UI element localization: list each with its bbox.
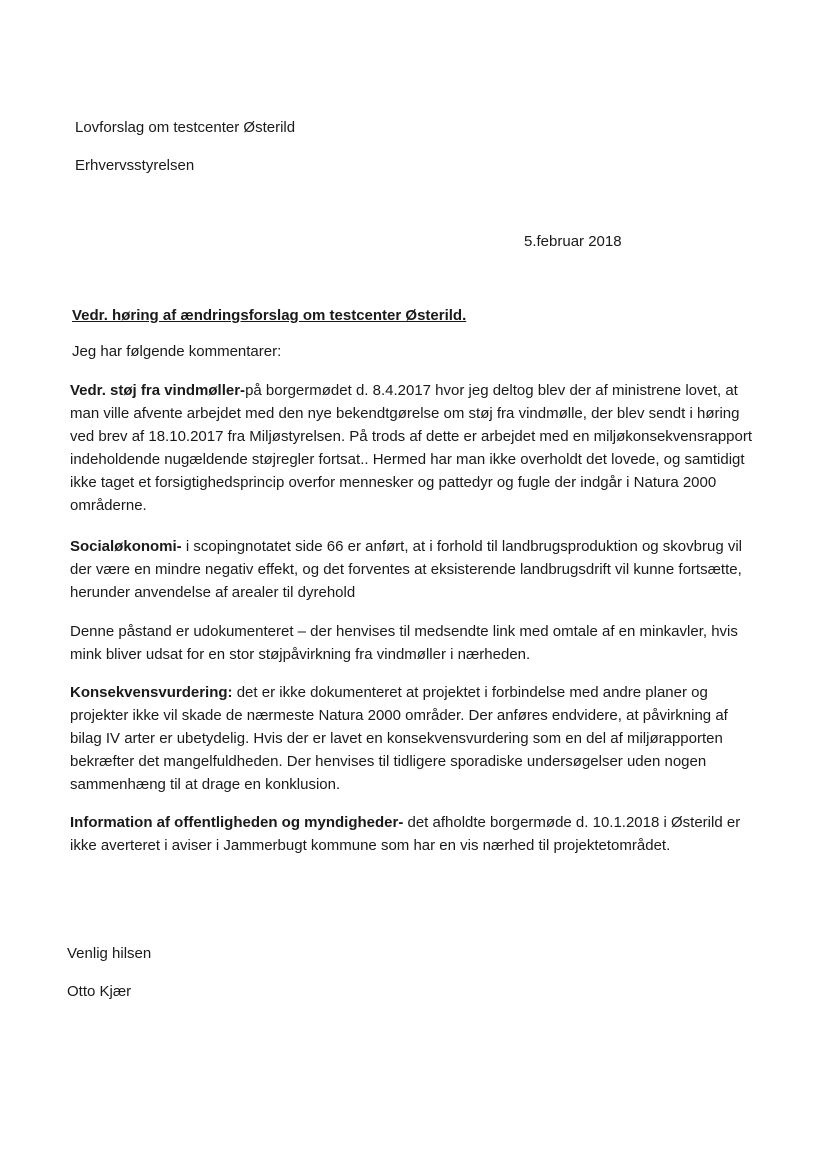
section-text: Denne påstand er udokumenteret – der henvises til medsendte link med omtale af en minkavler, hvis mink bliver udsat for en stor støjpåvirkning fra vindmøller i nærheden. <box>70 623 738 663</box>
section-heading: Socialøkonomi- <box>70 538 182 555</box>
section-impact-assessment <box>70 681 760 796</box>
section-heading: Information af offentligheden og myndigheder- <box>70 814 404 831</box>
section-text: i scopingnotatet side 66 er anført, at i forhold til landbrugsproduktion og skovbrug vil der være en mindre negativ effekt, og det forventes at eksisterende landbrugsdrift vil kunne fortsætte, herunder anvendelse af arealer til dyrehold <box>70 538 743 601</box>
section-socioeconomy <box>70 535 760 604</box>
section-text: på borgermødet d. 8.4.2017 hvor jeg deltog blev der af ministrene lovet, at man ville afvente arbejdet med den nye bekendtgørelse om støj fra vindmølle, der blev sendt i høring ved brev af 18.10.2017 fra Miljøstyrelsen. På trods af dette er arbejdet med en miljøkonsekvensrapport indeholdende nugældende støjregler fortsat.. Hermed har man ikke overholdt det lovede, og samtidigt ikke taget et forsigtighedsprincip overfor mennesker og pattedyr og fugle der indgår i Natura 2000 områderne. <box>70 382 753 514</box>
letter-subject: Vedr. høring af ændringsforslag om testcenter Østerild. <box>72 307 467 324</box>
section-public-information <box>70 811 760 857</box>
section-heading: Vedr. støj fra vindmøller- <box>70 382 246 399</box>
section-noise <box>70 379 760 517</box>
closing-greeting: Venlig hilsen <box>67 945 152 962</box>
sender-name: Otto Kjær <box>67 983 132 1000</box>
letter-title-line: Lovforslag om testcenter Østerild <box>75 119 296 136</box>
section-text: det afholdte borgermøde d. 10.1.2018 i Østerild er ikke averteret i aviser i Jammerbugt kommune som har en vis nærhed til projektetområdet. <box>70 814 741 854</box>
intro-text: Jeg har følgende kommentarer: <box>72 343 282 360</box>
section-claim <box>70 620 760 666</box>
section-heading: Konsekvensvurdering: <box>70 684 233 701</box>
recipient: Erhvervsstyrelsen <box>75 157 195 174</box>
section-text: det er ikke dokumenteret at projektet i forbindelse med andre planer og projekter ikke vil skade de nærmeste Natura 2000 områder. Der anføres endvidere, at påvirkning af bilag IV arter er ubetydelig. Hvis der er lavet en konsekvensvurdering som en del af miljørapporten bekræfter det mangelfuldheden. Der henvises til tidligere sporadiske undersøgelser uden nogen sammenhæng til at drage en konklusion. <box>70 684 728 793</box>
letter-date: 5.februar 2018 <box>524 233 622 250</box>
